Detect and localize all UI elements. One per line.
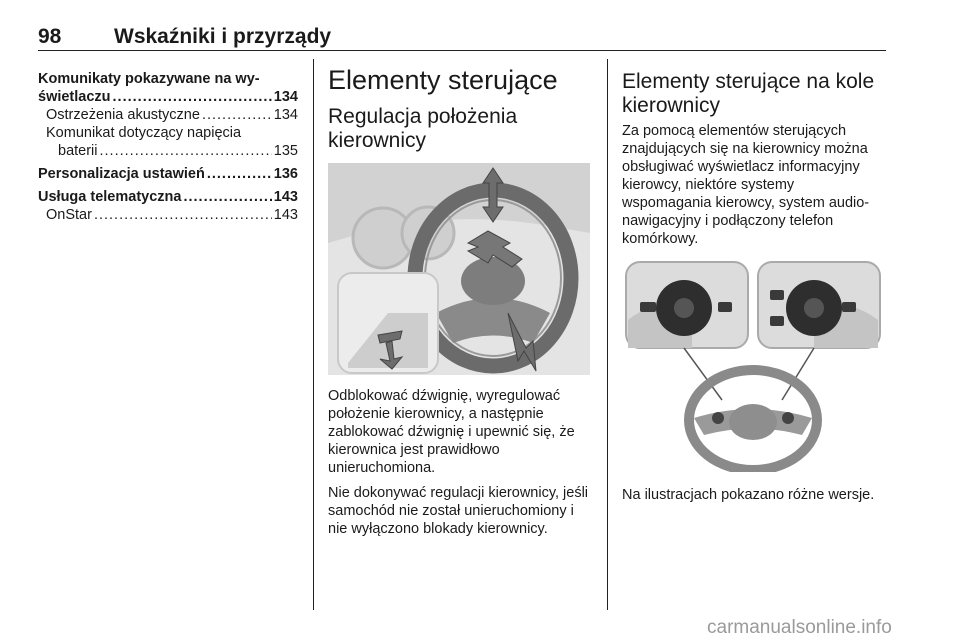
steering-adjustment-illustration	[328, 163, 590, 375]
toc-entry[interactable]: baterii ..... 135	[38, 142, 298, 160]
watermark: carmanualsonline.info	[707, 617, 892, 638]
page-number: 98	[38, 25, 62, 48]
subsection-title: Regulacja położenia kierownicy	[328, 105, 518, 152]
header-rule	[38, 50, 886, 51]
subsection-title: Elementy sterujące na kole kierownicy	[622, 70, 875, 117]
chapter-title: Wskaźniki i przyrządy	[114, 25, 332, 48]
steering-wheel-controls-illustration	[622, 260, 884, 472]
paragraph: Odblokować dźwignię, wyregulować położenie kierownicy, a następnie zablokować dźwignię i upewnić się, że kierownica jest prawidłowo unieruchomiona.	[328, 388, 575, 476]
page-header	[38, 25, 886, 49]
toc-entry-label: Komunikat dotyczący napięcia	[46, 125, 242, 141]
toc-entry[interactable]: OnStar ..... 143	[38, 206, 298, 224]
paragraph: Za pomocą elementów sterujących znajdujących się na kierownicy można obsługiwać wyświetlacz informacyjny kierowcy, niektóre systemy wspomagania kierowcy, system audio-nawigacyjny i podłączony telefon komórkowy.	[622, 123, 870, 247]
column-divider-2	[607, 59, 608, 610]
toc-entry[interactable]: Ostrzeżenia akustyczne ..... 134	[38, 106, 298, 124]
toc-column	[38, 70, 298, 224]
paragraph: Nie dokonywać regulacji kierownicy, jeśli samochód nie został unieruchomiony i nie wyłączono blokady kierownicy.	[328, 485, 589, 537]
content-column-3	[622, 70, 884, 511]
section-title: Elementy sterujące	[328, 65, 558, 95]
toc-entry[interactable]: świetlaczu ..... 134	[38, 88, 298, 106]
column-divider-1	[313, 59, 314, 610]
toc-entry[interactable]: Usługa telematyczna ..... 143	[38, 188, 298, 206]
paragraph: Na ilustracjach pokazano różne wersje.	[622, 487, 875, 503]
toc-heading: Komunikaty pokazywane na wy-	[38, 71, 260, 87]
toc-entry[interactable]: Personalizacja ustawień ..... 136	[38, 165, 298, 183]
content-column-2	[328, 65, 590, 545]
